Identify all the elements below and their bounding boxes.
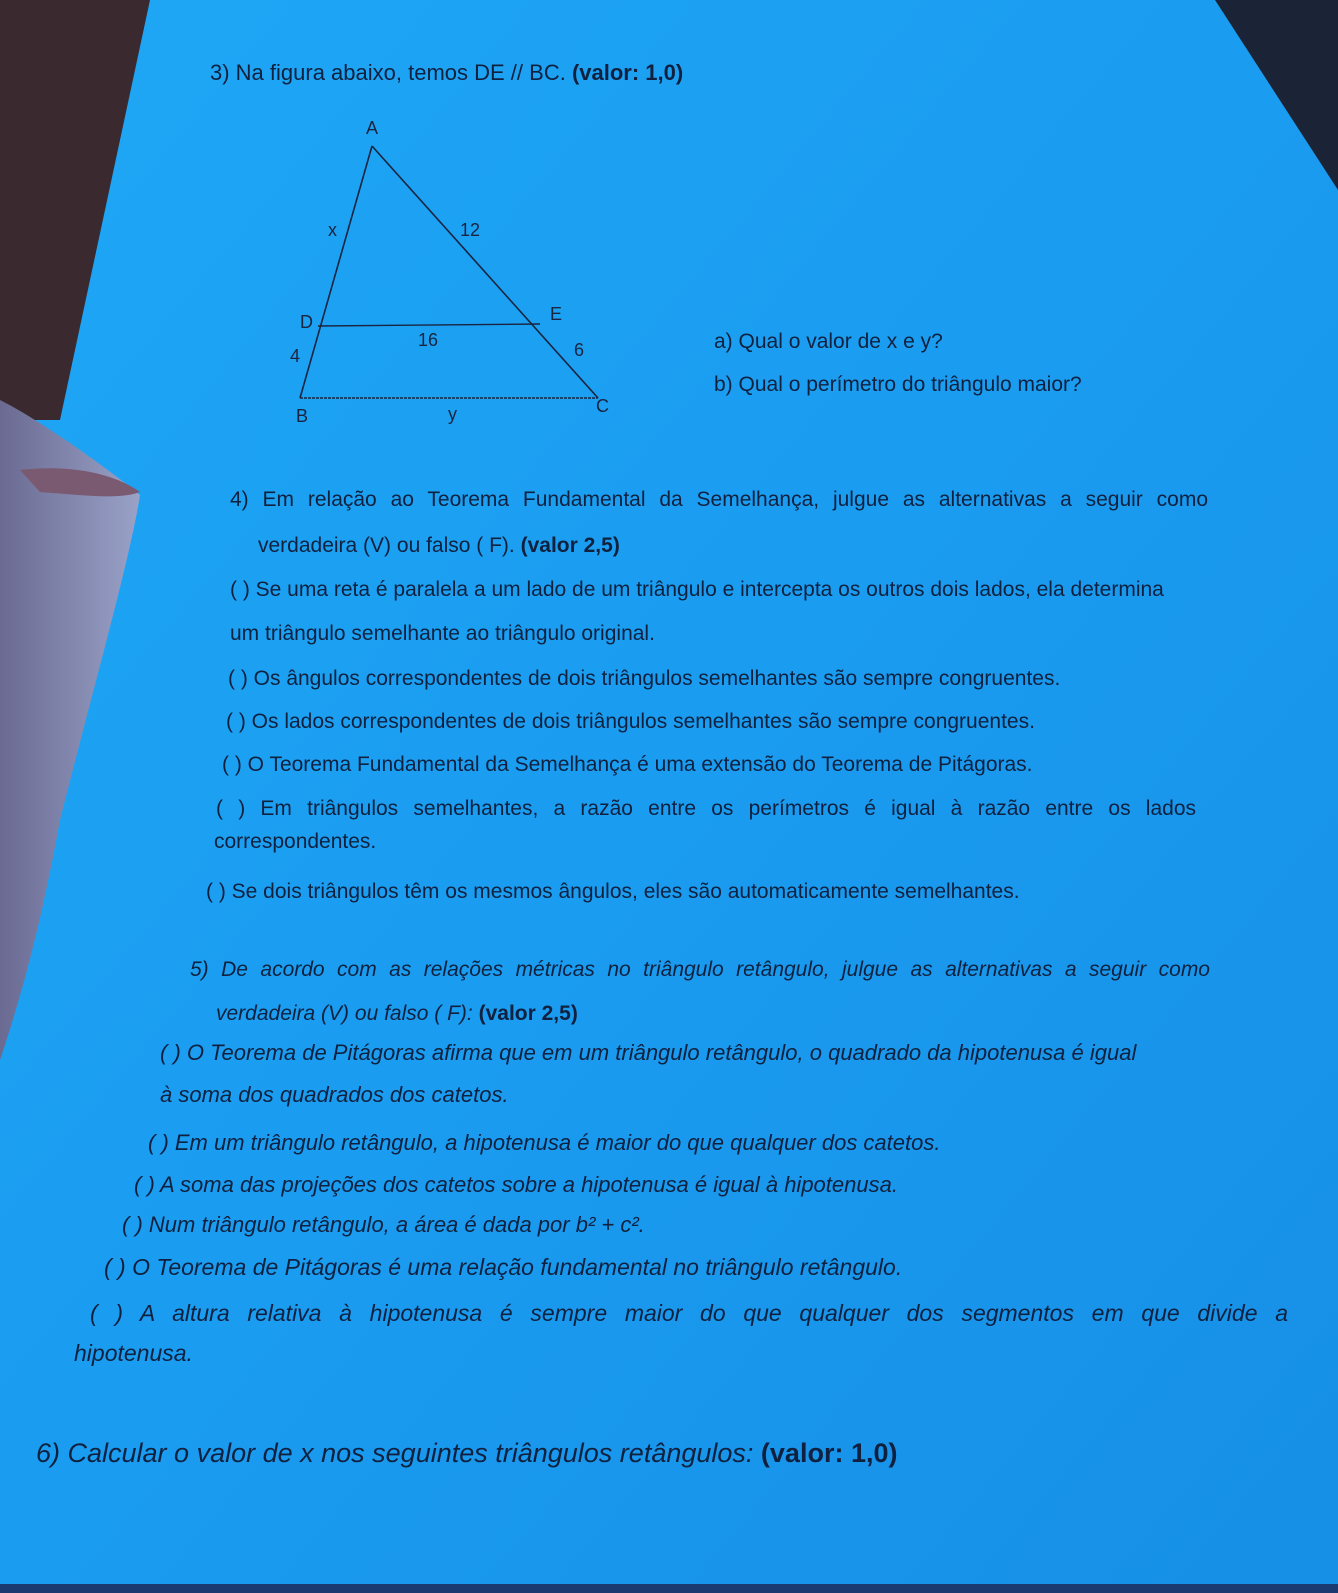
side-ac xyxy=(372,146,598,398)
q4-intro-text: verdadeira (V) ou falso ( F). xyxy=(258,534,515,557)
q4-value: (valor 2,5) xyxy=(520,534,620,557)
q4-item-6: ( ) Se dois triângulos têm os mesmos ângulos, eles são automaticamente semelhantes. xyxy=(206,880,1020,903)
q4-item-4: ( ) O Teorema Fundamental da Semelhança é uma extensão do Teorema de Pitágoras. xyxy=(222,753,1033,776)
q6-value: (valor: 1,0) xyxy=(760,1438,898,1468)
q5-intro-line2 xyxy=(216,1002,578,1026)
vertex-a: A xyxy=(366,118,379,138)
label-de: 16 xyxy=(418,330,439,350)
vertex-d: D xyxy=(300,312,313,332)
q5-item-4: ( ) Num triângulo retângulo, a área é dada por b² + c². xyxy=(122,1212,645,1237)
label-ae: 12 xyxy=(460,220,481,240)
segment-de xyxy=(318,324,540,326)
q6-title: 6) Calcular o valor de x nos seguintes triângulos retângulos: xyxy=(36,1438,754,1468)
q5-item-1-line1: ( ) O Teorema de Pitágoras afirma que em um triângulo retângulo, o quadrado da hipotenusa é igual xyxy=(160,1040,1137,1065)
q4-item-2: ( ) Os ângulos correspondentes de dois triângulos semelhantes são sempre congruentes. xyxy=(228,667,1061,690)
q5-item-3: ( ) A soma das projeções dos catetos sobre a hipotenusa é igual à hipotenusa. xyxy=(134,1172,898,1197)
q3-heading xyxy=(210,60,683,86)
q3-title: 3) Na figura abaixo, temos DE // BC. xyxy=(210,60,566,85)
q4-item-1-line2: um triângulo semelhante ao triângulo original. xyxy=(230,622,655,645)
q5-item-6-line2: hipotenusa. xyxy=(74,1340,193,1366)
q5-intro-line1: 5) De acordo com as relações métricas no triângulo retângulo, julgue as alternativas a seguir como xyxy=(190,958,1210,981)
q6-heading xyxy=(36,1438,897,1469)
q4-item-5-line2: correspondentes. xyxy=(214,830,377,853)
vertex-c: C xyxy=(596,396,609,416)
q4-item-5-line1: ( ) Em triângulos semelhantes, a razão entre os perímetros é igual à razão entre os lados xyxy=(216,797,1196,820)
label-db: 4 xyxy=(290,346,301,366)
q5-item-6-line1: ( ) A altura relativa à hipotenusa é sempre maior do que qualquer dos segmentos em que divide a xyxy=(90,1300,1288,1326)
q3-item-a: a) Qual o valor de x e y? xyxy=(714,330,943,353)
q4-intro-line2 xyxy=(258,534,620,558)
label-bc: y xyxy=(448,404,457,424)
label-ec: 6 xyxy=(574,340,585,360)
side-ab xyxy=(300,146,372,398)
q3-item-b: b) Qual o perímetro do triângulo maior? xyxy=(714,373,1082,396)
vertex-b: B xyxy=(296,406,309,426)
q5-value: (valor 2,5) xyxy=(478,1002,578,1025)
triangle-figure xyxy=(280,110,640,430)
q5-item-5: ( ) O Teorema de Pitágoras é uma relação fundamental no triângulo retângulo. xyxy=(104,1254,903,1280)
q5-item-1-line2: à soma dos quadrados dos catetos. xyxy=(160,1082,509,1107)
q4-item-1-line1: ( ) Se uma reta é paralela a um lado de um triângulo e intercepta os outros dois lados, ela determina xyxy=(230,578,1164,601)
label-x: x xyxy=(328,220,337,240)
q4-intro-line1: 4) Em relação ao Teorema Fundamental da Semelhança, julgue as alternativas a seguir como xyxy=(230,488,1208,511)
q3-value: (valor: 1,0) xyxy=(571,60,684,85)
vertex-e: E xyxy=(550,304,563,324)
q5-intro-text: verdadeira (V) ou falso ( F): xyxy=(216,1002,473,1025)
q5-item-2: ( ) Em um triângulo retângulo, a hipotenusa é maior do que qualquer dos catetos. xyxy=(148,1130,941,1155)
q4-item-3: ( ) Os lados correspondentes de dois triângulos semelhantes são sempre congruentes. xyxy=(226,710,1035,733)
